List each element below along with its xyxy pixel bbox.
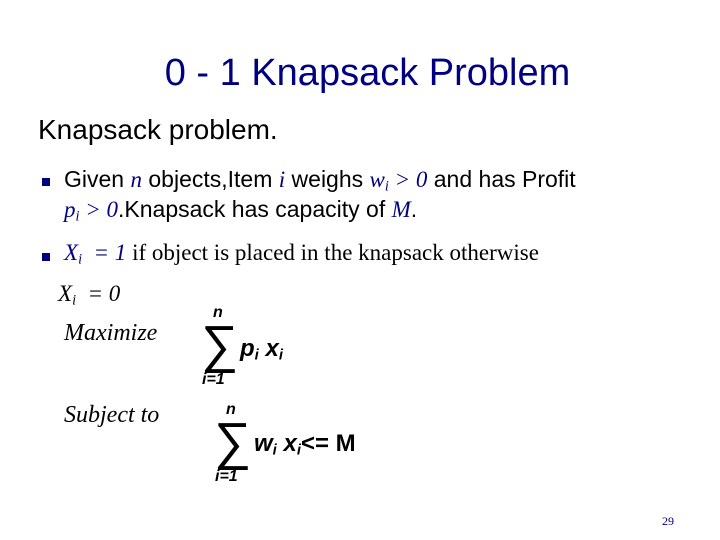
text: and has Profit: [427, 166, 576, 192]
text: if object is placed in the knapsack otherwise: [126, 240, 539, 265]
p-subscript: i: [254, 347, 259, 364]
bullet-1-line-2: [64, 194, 417, 232]
X-subscript: i: [78, 251, 83, 268]
sum-lower-limit: i=1: [215, 468, 238, 485]
inequality: <= M: [300, 430, 356, 457]
subject-to-label: Subject to: [64, 402, 160, 428]
bullet-2-line-1: [64, 238, 539, 275]
bullet-marker-2: [42, 253, 50, 261]
slide-title: 0 - 1 Knapsack Problem: [164, 52, 571, 94]
text: .: [410, 196, 418, 222]
w-symbol: w: [369, 167, 385, 192]
text: weighs: [285, 166, 370, 192]
bullet-marker-1: [42, 178, 50, 186]
var-n: n: [130, 167, 142, 192]
text: Given: [64, 166, 131, 192]
X2-subscript: i: [72, 292, 77, 309]
text: .Knapsack has capacity of: [118, 196, 392, 222]
eq-zero: = 0: [76, 281, 121, 306]
condition-w: > 0: [388, 167, 428, 192]
sigma-icon: ∑: [201, 316, 239, 374]
var-X2: [58, 281, 77, 309]
maximize-label: Maximize: [64, 320, 158, 346]
X2-symbol: X: [58, 281, 73, 306]
sigma-icon: ∑: [214, 413, 252, 471]
x-symbol: x: [283, 430, 297, 457]
page-number: 29: [662, 514, 674, 528]
var-i: i: [278, 167, 286, 192]
p-subscript: i: [75, 208, 80, 225]
w-subscript: i: [272, 442, 277, 459]
p-symbol: p: [64, 197, 76, 222]
var-p: [64, 197, 80, 225]
sum-upper-limit: n: [226, 401, 236, 418]
bullet-2-line-2: [58, 279, 120, 316]
sum-objective: [200, 305, 320, 390]
var-w: [369, 167, 389, 195]
x-subscript: i: [296, 442, 301, 459]
sum-upper-limit: n: [213, 304, 223, 321]
x-symbol: x: [265, 335, 279, 362]
X-symbol: X: [64, 240, 79, 265]
var-M: M: [391, 197, 411, 222]
p-symbol: p: [240, 335, 255, 362]
sum-expression: [254, 430, 356, 465]
sum-lower-limit: i=1: [202, 371, 225, 388]
condition-p: > 0: [79, 197, 118, 222]
x-subscript: i: [278, 347, 283, 364]
eq-one: = 1: [82, 240, 127, 265]
sum-expression: [240, 335, 283, 370]
sum-constraint: [212, 400, 382, 485]
w-symbol: w: [254, 430, 273, 457]
slide-subtitle: Knapsack problem.: [38, 114, 278, 145]
var-X: [64, 240, 83, 268]
w-subscript: i: [384, 178, 389, 195]
text: objects,Item: [141, 166, 279, 192]
